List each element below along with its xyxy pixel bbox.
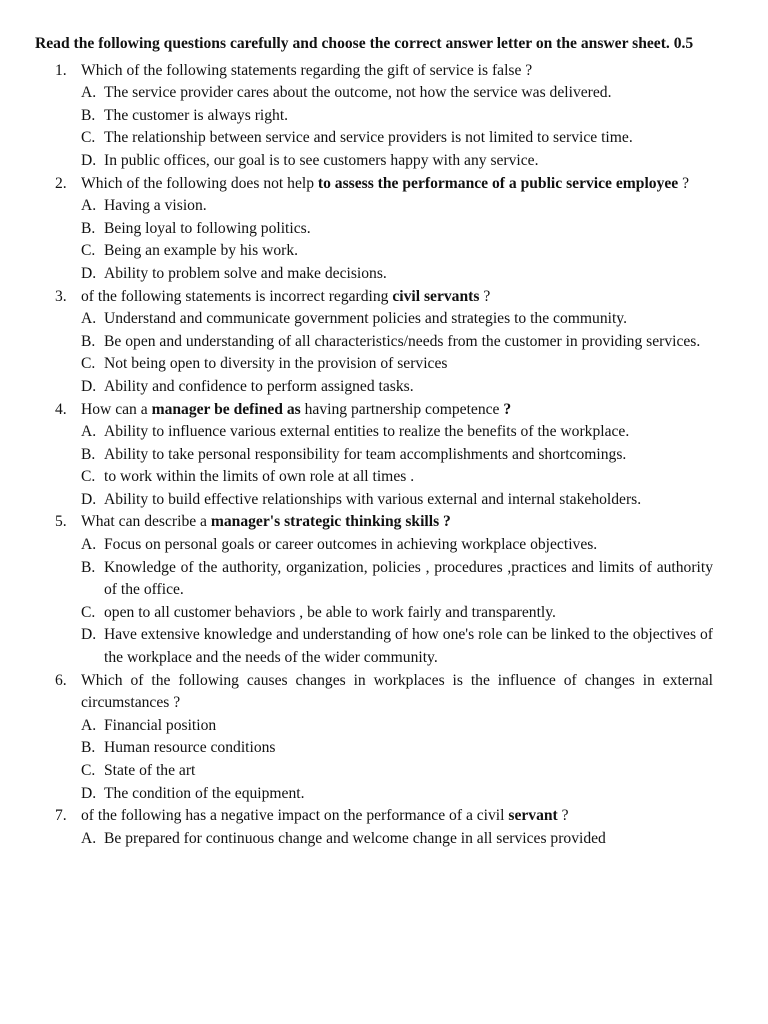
answer-option (81, 308, 713, 331)
option-text: Being loyal to following politics. (104, 219, 311, 237)
option-text: to work within the limits of own role at all times . (104, 468, 415, 486)
option-text: Focus on personal goals or career outcomes in achieving workplace objectives. (104, 536, 598, 554)
question-number: 2. (55, 174, 67, 192)
stem-segment: having partnership competence (300, 400, 504, 418)
option-list (81, 195, 713, 285)
option-letter: A. (81, 310, 97, 328)
answer-option (81, 602, 713, 625)
stem-segment: Which of the following causes changes in workplaces is the influence of changes in external circumstances ? (81, 671, 713, 712)
stem-segment: of the following statements is incorrect regarding (81, 287, 393, 305)
option-list (81, 421, 713, 511)
question-stem (81, 399, 713, 422)
question-number: 7. (55, 807, 67, 825)
answer-option (81, 557, 713, 602)
option-letter: B. (81, 558, 96, 576)
option-text: The customer is always right. (104, 106, 289, 124)
stem-segment: ? (479, 287, 491, 305)
option-letter: C. (81, 129, 96, 147)
option-letter: A. (81, 84, 97, 102)
option-text: The condition of the equipment. (104, 784, 305, 802)
question-item (35, 670, 713, 806)
answer-option (81, 737, 713, 760)
stem-segment: Which of the following does not help (81, 174, 318, 192)
option-letter: D. (81, 784, 97, 802)
answer-option (81, 353, 713, 376)
instructions-heading: Read the following questions carefully and choose the correct answer letter on the answer sheet. 0.5 (35, 35, 694, 52)
option-letter: A. (81, 829, 97, 847)
question-stem (81, 60, 713, 83)
option-letter: D. (81, 151, 97, 169)
stem-segment: ? (678, 174, 690, 192)
option-text: Knowledge of the authority, organization, policies , procedures ,practices and limits of authority of the office. (104, 558, 713, 599)
option-letter: A. (81, 716, 97, 734)
option-letter: D. (81, 490, 97, 508)
option-letter: C. (81, 603, 96, 621)
option-list (81, 828, 713, 851)
answer-option (81, 218, 713, 241)
question-item (35, 60, 713, 173)
question-stem (81, 805, 713, 828)
option-letter: C. (81, 242, 96, 260)
option-letter: B. (81, 106, 96, 124)
option-letter: B. (81, 332, 96, 350)
answer-option (81, 240, 713, 263)
option-text: In public offices, our goal is to see customers happy with any service. (104, 151, 539, 169)
answer-option (81, 534, 713, 557)
option-text: open to all customer behaviors , be able to work fairly and transparently. (104, 603, 556, 621)
option-text: Ability to influence various external entities to realize the benefits of the workplace. (104, 423, 630, 441)
question-list (35, 60, 713, 851)
answer-option (81, 127, 713, 150)
question-number: 1. (55, 61, 67, 79)
answer-option (81, 760, 713, 783)
answer-option (81, 376, 713, 399)
answer-option (81, 105, 713, 128)
option-list (81, 308, 713, 398)
option-letter: A. (81, 197, 97, 215)
option-letter: C. (81, 468, 96, 486)
question-number: 4. (55, 400, 67, 418)
answer-option (81, 331, 713, 354)
answer-option (81, 263, 713, 286)
option-text: The relationship between service and service providers is not limited to service time. (104, 129, 633, 147)
answer-option (81, 150, 713, 173)
stem-bold-segment: civil servants (392, 287, 480, 305)
answer-option (81, 489, 713, 512)
answer-option (81, 421, 713, 444)
option-letter: C. (81, 762, 96, 779)
option-letter: B. (81, 739, 96, 757)
stem-segment: How can a (81, 400, 152, 418)
question-number: 3. (55, 287, 67, 305)
option-letter: A. (81, 423, 97, 441)
question-number: 5. (55, 513, 67, 531)
option-list (81, 82, 713, 172)
answer-option (81, 828, 713, 851)
option-text: Ability to build effective relationships with various external and internal stakeholders. (104, 490, 642, 508)
option-text: The service provider cares about the outcome, not how the service was delivered. (104, 84, 612, 102)
option-text: Ability to problem solve and make decisions. (104, 264, 387, 282)
stem-bold-segment: manager's strategic thinking skills ? (210, 513, 451, 531)
answer-option (81, 624, 713, 669)
question-item (35, 511, 713, 669)
option-text: Human resource conditions (104, 739, 276, 757)
option-letter: D. (81, 264, 97, 282)
stem-segment: ? (557, 807, 569, 825)
option-text: Be open and understanding of all characteristics/needs from the customer in providing services. (104, 332, 701, 350)
question-stem (81, 286, 713, 309)
option-text: Ability and confidence to perform assigned tasks. (104, 377, 414, 395)
question-item (35, 399, 713, 512)
option-text: State of the art (104, 762, 196, 779)
option-letter: D. (81, 626, 97, 644)
option-letter: B. (81, 445, 96, 463)
question-item (35, 286, 713, 399)
option-letter: B. (81, 219, 96, 237)
question-stem (81, 670, 713, 715)
question-stem (81, 511, 713, 534)
stem-segment: of the following has a negative impact on the performance of a civil (81, 807, 509, 825)
option-text: Ability to take personal responsibility for team accomplishments and shortcomings. (104, 445, 627, 463)
question-item (35, 173, 713, 286)
stem-segment: Which of the following statements regarding the gift of service is false ? (81, 61, 533, 79)
option-text: Be prepared for continuous change and welcome change in all services provided (104, 829, 606, 847)
option-list (81, 715, 713, 805)
answer-option (81, 715, 713, 738)
question-item (35, 805, 713, 850)
stem-bold-segment: manager be defined as (151, 400, 301, 418)
stem-segment: What can describe a (81, 513, 211, 531)
option-text: Having a vision. (104, 197, 207, 215)
question-stem (81, 173, 713, 196)
answer-option (81, 783, 713, 806)
option-text: Financial position (104, 716, 217, 734)
question-number: 6. (55, 671, 67, 689)
option-list (81, 534, 713, 670)
option-text: Have extensive knowledge and understanding of how one's role can be linked to the objectives of the workplace and the needs of the wider community. (104, 626, 713, 667)
option-text: Not being open to diversity in the provision of services (104, 355, 448, 373)
answer-option (81, 82, 713, 105)
stem-bold-segment: to assess the performance of a public service employee (317, 174, 679, 192)
answer-option (81, 444, 713, 467)
stem-bold-segment: servant (508, 807, 558, 825)
option-text: Being an example by his work. (104, 242, 299, 260)
option-letter: C. (81, 355, 96, 373)
stem-bold-segment: ? (503, 400, 512, 418)
option-text: Understand and communicate government policies and strategies to the community. (104, 310, 627, 328)
option-letter: A. (81, 536, 97, 554)
answer-option (81, 195, 713, 218)
answer-option (81, 466, 713, 489)
option-letter: D. (81, 377, 97, 395)
